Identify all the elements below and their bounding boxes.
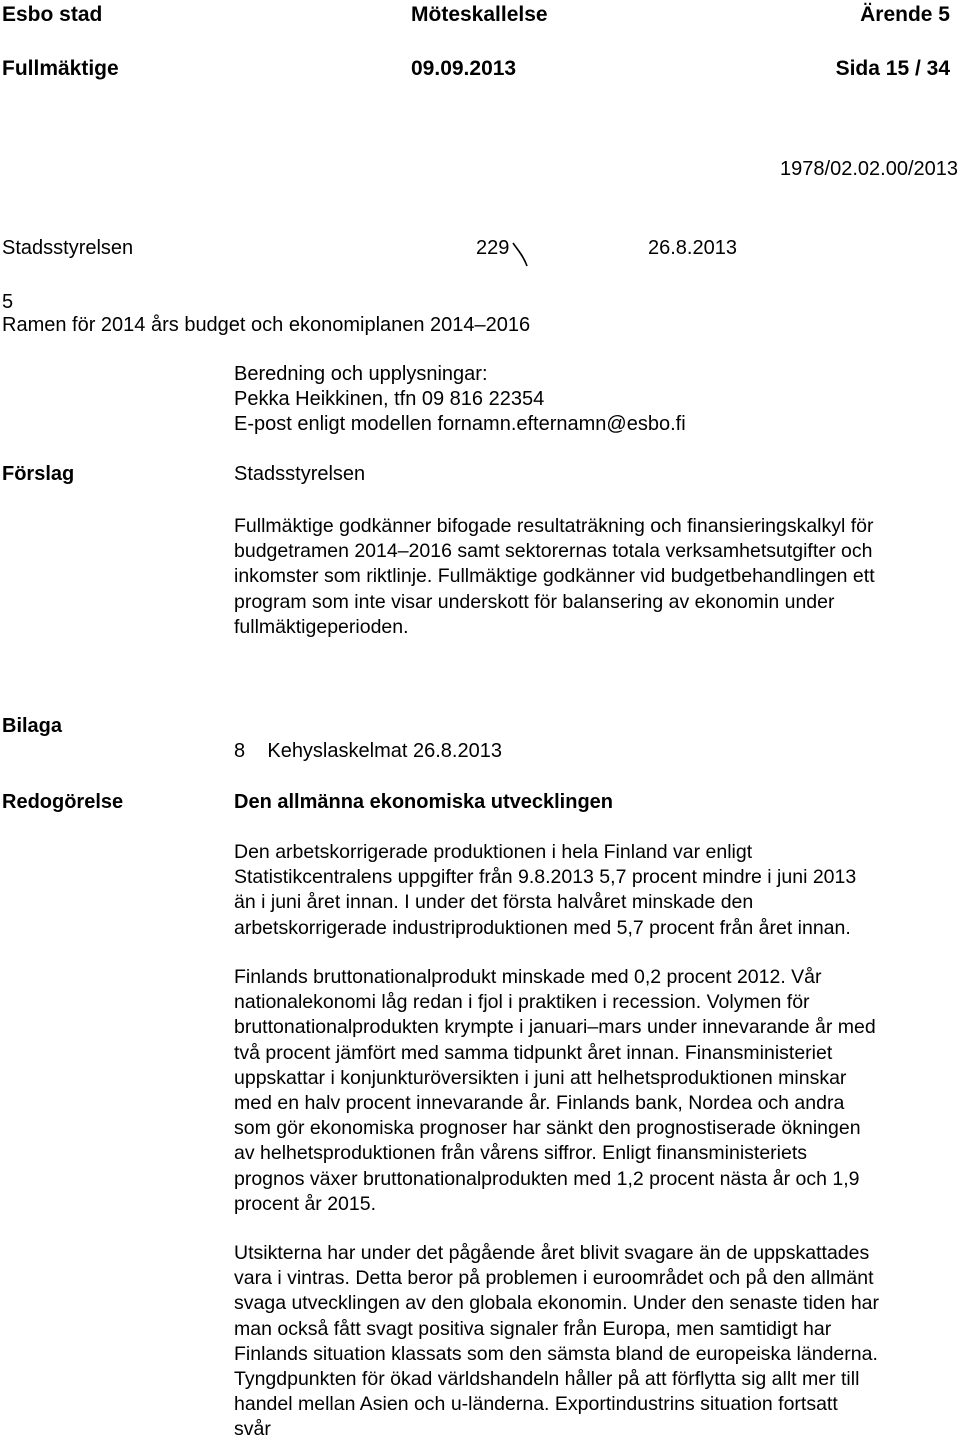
paragraph-line: Den arbetskorrigerade produktionen i hela Finland var enligt [234,841,753,863]
preparation-email: E-post enligt modellen fornamn.efternamn@esbo.fi [234,413,686,435]
paragraph-line: med en halv procent innevarande år. Finlands bank, Nordea och andra [234,1092,845,1115]
proposal-line: fullmäktigeperioden. [234,615,409,638]
header-doc-type: Möteskallelse [411,3,548,26]
paragraph-line: svaga utvecklingen av den globala ekonomin. Under den senaste tiden har [234,1292,880,1315]
proposal-line: Fullmäktige godkänner bifogade resultaträkning och finansieringskalkyl för [234,515,874,537]
header-item: Ärende 5 [860,3,950,26]
report-paragraph-1 [234,840,949,941]
proposal-text [234,514,949,640]
report-label: Redogörelse [2,791,124,813]
paragraph-line: handel mellan Asien och u-länderna. Exportindustrins situation fortsatt [234,1393,838,1416]
paragraph-line: Statistikcentralens uppgifter från 9.8.2013 5,7 procent mindre i juni 2013 [234,866,857,889]
paragraph-line: än i juni året innan. I under det första halvåret minskade den [234,891,754,914]
paragraph-line: nationalekonomi låg redan i fjol i praktiken i recession. Volymen för [234,991,810,1014]
paragraph-line: arbetskorrigerade industriproduktionen med 5,7 procent från året innan. [234,916,851,939]
decision-number: 229 [476,237,510,259]
paragraph-line: av helhetsproduktionen från vårens siffror. Enligt finansministeriets [234,1142,808,1165]
paragraph-line: två procent jämfört med samma tidpunkt året innan. Finansministeriet [234,1041,833,1064]
decision-body: Stadsstyrelsen [2,237,134,259]
attachment-text: 8 Kehyslaskelmat 26.8.2013 [234,740,502,762]
decision-date: 26.8.2013 [648,237,737,259]
preparation-contact: Pekka Heikkinen, tfn 09 816 22354 [234,388,545,410]
paragraph-line: bruttonationalprodukten krympte i januari–mars under innevarande år med [234,1016,876,1039]
item-number: 5 [2,291,14,313]
paragraph-line: Finlands bruttonationalprodukt minskade med 0,2 procent 2012. Vår [234,966,822,988]
paragraph-line: vara i vintras. Detta beror på problemen i euroområdet och på den allmänt [234,1267,874,1290]
proposal-line: inkomster som riktlinje. Fullmäktige godkänner vid budgetbehandlingen ett [234,565,875,588]
report-heading: Den allmänna ekonomiska utvecklingen [234,791,614,813]
paragraph-line: Utsikterna har under det pågående året blivit svagare än de uppskattades [234,1242,870,1264]
paragraph-line: Tyngdpunkten för ökad världshandeln håller på att förflytta sig allt mer till [234,1368,860,1391]
paragraph-line: som gör ekonomiska prognoser har sänkt den prognostiserade ökningen [234,1117,861,1140]
attachment-label: Bilaga [2,715,63,737]
paragraph-line: uppskattar i konjunkturöversikten i juni att helhetsproduktionen minskar [234,1066,847,1089]
paragraph-line: Finlands situation klassats som den sämsta bland de europeiska länderna. [234,1342,878,1365]
preparation-heading: Beredning och upplysningar: [234,363,488,385]
item-title: Ramen för 2014 års budget och ekonomiplanen 2014–2016 [2,314,531,336]
header-org: Esbo stad [2,3,103,26]
paragraph-line: man också fått svagt positiva signaler från Europa, men samtidigt har [234,1317,832,1340]
paragraph-line: procent år 2015. [234,1192,377,1215]
proposal-proposer: Stadsstyrelsen [234,463,366,485]
header-body: Fullmäktige [2,57,119,80]
section-mark-icon [503,240,533,270]
paragraph-line: prognos växer bruttonationalprodukten med 1,2 procent nästa år och 1,9 [234,1167,860,1190]
header-date: 09.09.2013 [411,57,517,80]
case-number: 1978/02.02.00/2013 [780,158,958,180]
proposal-line: budgetramen 2014–2016 samt sektorernas totala verksamhetsutgifter och [234,540,873,563]
paragraph-line: svår [234,1418,271,1441]
report-paragraph-2 [234,965,949,1217]
header-page: Sida 15 / 34 [835,57,950,80]
report-paragraph-3 [234,1241,949,1443]
proposal-line: program som inte visar underskott för balansering av ekonomin under [234,590,835,613]
proposal-label: Förslag [2,463,75,485]
